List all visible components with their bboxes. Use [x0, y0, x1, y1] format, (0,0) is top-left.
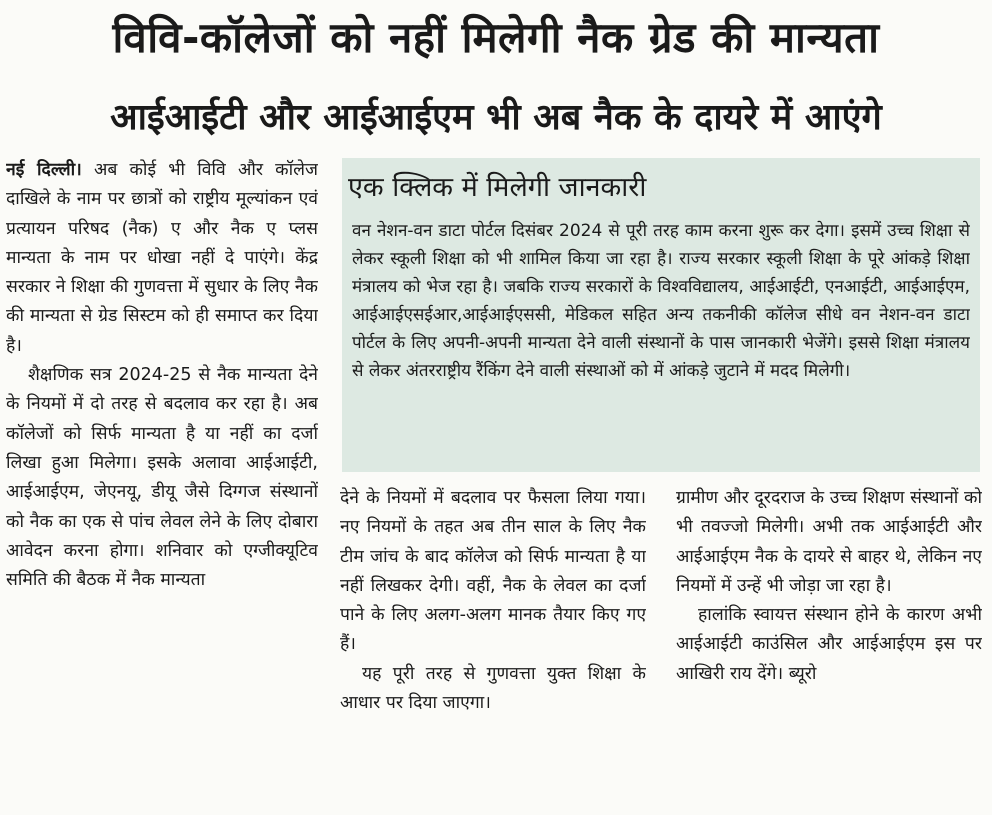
article-column-3 [676, 484, 982, 808]
subheadline: आईआईटी और आईआईएम भी अब नैक के दायरे में आएंगे [110, 97, 882, 138]
sidebar-body: वन नेशन-वन डाटा पोर्टल दिसंबर 2024 से पूरी तरह काम करना शुरू कर देगा। इसमें उच्च शिक्षा से लेकर स्कूली शिक्षा को भी शामिल किया जा रहा है। राज्य सरकार स्कूली शिक्षा के पूरे आंकड़े शिक्षा मंत्रालय को भेज रहा है। जबकि राज्य सरकारों के विश्वविद्यालय, आईआईटी, एनआईटी, आईआईएम, आईआईएसईआर,आईआईएससी, मेडिकल सहित अन्य तकनीकी कॉलेज सीधे वन नेशन-वन डाटा पोर्टल के लिए अपनी-अपनी मान्यता देने वाली संस्थानों के पास जानकारी भेजेंगे। इससे शिक्षा मंत्रालय से लेकर अंतरराष्ट्रीय रैंकिंग देने वाली संस्थाओं को में आंकड़े जुटाने में मदद मिलेगी। [352, 221, 970, 382]
column-3-paragraph-2: हालांकि स्वायत्त संस्थान होने के कारण अभी आईआईटी काउंसिल और आईआईएम इस पर आखिरी राय देंगे। [676, 605, 982, 684]
column-2-paragraph-2: यह पूरी तरह से गुणवत्ता युक्त शिक्षा के आधार पर दिया जाएगा। [340, 663, 646, 714]
column-1-paragraph-2: शैक्षणिक सत्र 2024-25 से नैक मान्यता देने के नियमों में दो तरह से बदलाव कर रहा है। अब कॉलेजों को सिर्फ मान्यता है या नहीं का दर्जा लिखा हुआ मिलेगा। इसके अलावा आईआईटी, आईआईएम, जेएनयू, डीयू जैसे दिग्गज संस्थानों को नैक का एक से पांच लेवल लेने के लिए दोबारा आवेदन करना होगा। शनिवार को एग्जीक्यूटिव समिति की बैठक में नैक मान्यता [6, 365, 318, 591]
dateline: नई दिल्ली। [6, 160, 82, 180]
column-2-paragraph-1: देने के नियमों में बदलाव पर फैसला लिया गया। नए नियमों के तहत अब तीन साल के लिए नैक टीम जांच के बाद कॉलेज को सिर्फ मान्यता है या नहीं लिखकर देगी। वहीं, नैक के लेवल का दर्जा पाने के लिए अलग-अलग मानक तैयार किए गए हैं। [340, 488, 646, 655]
article-column-1 [6, 156, 318, 808]
article-column-2 [340, 484, 646, 808]
column-3-paragraph-1: ग्रामीण और दूरदराज के उच्च शिक्षण संस्थानों को भी तवज्जो मिलेगी। अभी तक आईआईटी और आईआईएम नैक के दायरे से बाहर थे, लेकिन नए नियमों में उन्हें भी जोड़ा जा रहा है। [676, 488, 982, 596]
headline: विवि-कॉलेजों को नहीं मिलेगी नैक ग्रेड की मान्यता [112, 13, 880, 62]
column-1-paragraph-1: अब कोई भी विवि और कॉलेज दाखिले के नाम पर छात्रों को राष्ट्रीय मूल्यांकन एवं प्रत्यायन परिषद (नैक) ए और नैक ए प्लस मान्यता के नाम पर धोखा नहीं दे पाएंगे। केंद्र सरकार ने शिक्षा की गुणवत्ता में सुधार के लिए नैक की मान्यता से ग्रेड सिस्टम को ही समाप्त कर दिया है। [6, 160, 318, 356]
byline: ब्यूरो [788, 663, 817, 684]
sidebar-title: एक क्लिक में मिलेगी जानकारी [348, 172, 647, 203]
